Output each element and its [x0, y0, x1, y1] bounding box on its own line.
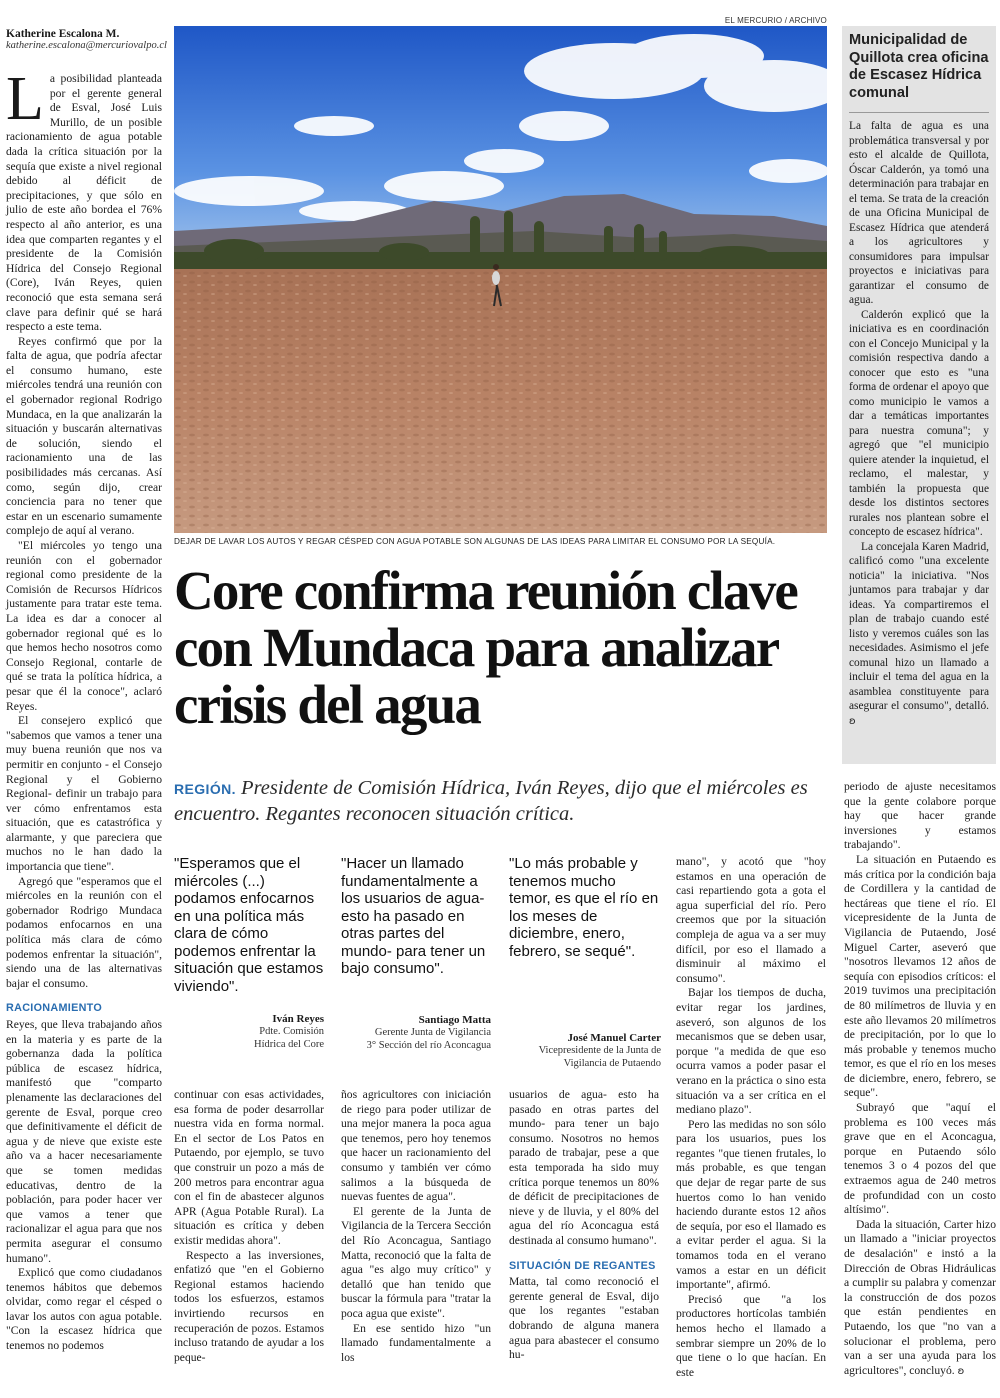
paragraph: El consejero explicó que "sabemos que vamos a tener una muy buena reunión que nos va permitir en conjunto - el Consejo Regional y el Gobierno Regional- definir un trabajo para ver cómo enfrentamos esta situación, que es catastrófica y alarmante, y que pareciera que muchos no le han dado la importancia que tiene".: [6, 714, 162, 874]
article-column-6: [844, 780, 996, 1379]
photo-credit: EL MERCURIO / ARCHIVO: [724, 16, 827, 25]
paragraph: continuar con esas actividades, esa forma de poder desarrollar nuestra vida en forma normal. En el sector de Los Patos en Putaendo, por ejemplo, se tuvo que construir un pozo a más de 200 metros para encontrar agua con el fin de abastecer algunos APR (Agua Potable Rural). La situación es crítica y deben existir medidas ahora".: [174, 1088, 324, 1247]
end-mark-icon: ʚ: [957, 1365, 965, 1377]
paragraph: Calderón explicó que la iniciativa es en coordinación con el Concejo Municipal y la comisión respectiva dando a conocer que esto es "una forma de ordenar el apoyo que como municipio le vamos a dar a temáticas importantes para nuestra comuna"; y agregó que "el municipio quiere atender la inquietud, el reclamo, el malestar, y también la propuesta que desde los distintos sectores rurales nos plantean sobre el concepto de escasez hídrica".: [849, 308, 989, 538]
quote-text: "Hacer un llamado fundamentalmente a los usuarios de agua- esto ha pasado en otras partes del mundo- para tener un bajo consumo".: [341, 855, 486, 977]
paragraph: Reyes, que lleva trabajando años en la materia y es parte de la gobernanza dada la política pública de escasez hídrica, manifestó que "comparto plenamente las declaraciones del gerente de Esval, porque creo que definitivamente el déficit de agua y de nieve que existe este año va a hacer necesariamente que se tomen medidas educativas, dentro de la población, para poder hacer ver que vamos a tener que racionalizar el agua para que nos permita asegurar el consumo humano".: [6, 1018, 162, 1265]
quote-author: José Manuel Carter: [567, 1032, 661, 1044]
sidebar-box: [842, 26, 996, 764]
deck: [174, 776, 834, 827]
article-column-4: [509, 1088, 659, 1363]
paragraph: Respecto a las inversiones, enfatizó que "en el Gobierno Regional estamos haciendo todos los esfuerzos, estamos invirtiendo recursos en recuperación de pozos. Estamos incluso tratando de ayudar a los peque-: [174, 1248, 324, 1364]
paragraph: Agregó que "esperamos que el miércoles en la reunión con el gobernador Rodrigo Mundaca podamos enfocarnos en una política más clara de cómo podemos enfrentar la situación", siendo una de las alternativas bajar el consumo.: [6, 874, 162, 990]
quote-text: "Esperamos que el miércoles (...) podamos enfocarnos en una política más clara de cómo podemos enfrentar la situación que estamos viviendo".: [174, 855, 324, 995]
paragraph: El gerente de la Junta de Vigilancia de la Tercera Sección del Río Aconcagua, Santiago Matta, reconoció que la falta de agua "es algo muy crítico" y detalló que han tenido que buscar la fórmula para "tratar la poca agua que existe".: [341, 1204, 491, 1320]
article-column-1: [6, 65, 162, 1354]
paragraph: Matta, tal como reconoció el gerente general de Esval, dijo que los regantes "estaban dobrando de alguna manera agua para abastecer el consumo hu-: [509, 1275, 659, 1362]
photo-caption: DEJAR DE LAVAR LOS AUTOS Y REGAR CÉSPED CON AGUA POTABLE SON ALGUNAS DE LAS IDEAS PARA LIMITAR EL CONSUMO POR LA SEQUÍA.: [174, 537, 776, 546]
paragraph: Bajar los tiempos de ducha, evitar regar los jardines, aseveró, son algunos de los mecanismos que se deben usar, porque "a medida de que eso ocurra vamos a poder pasar el verano en la práctica o sino esta situación va a ser crítica en el mediano plazo".: [676, 986, 826, 1117]
sidebar-title: Municipalidad de Quillota crea oficina de Escasez Hídrica comunal: [849, 32, 989, 101]
paragraph: Explicó que como ciudadanos tenemos hábitos que debemos olvidar, como regar el césped o lavar los autos con agua potable. "Con la escasez hídrica que tenemos no podemos: [6, 1266, 162, 1353]
paragraph: Dada la situación, Carter hizo un llamado a "iniciar proyectos de desalación" e instó a la Dirección de Obras Hidráulicas a cumplir su palabra y comenzar la construcción de dos pozos que están pendientes en Putaendo, los que "no van a solucionar el problema, pero van a ser una ayuda para los agricultores", concluyó. ʚ: [844, 1217, 996, 1377]
author-name: Katherine Escalona M.: [6, 28, 120, 40]
sidebar-body: [842, 113, 996, 729]
paragraph: La situación en Putaendo es más crítica por la condición baja de Cordillera y la cantidad de hectáreas que tiene el río. El vicepresidente de la Junta de Vigilancia de Putaendo, José Miguel Carter, aseveró que "nosotros llevamos 12 años de sequía con episodios críticos: el 2019 tuvimos una precipitación de 80 milímetros de lluvia y en este año llevamos 20 milímetros de precipitación, por lo que lo más probable y tenemos mucho temor, es que el río en los meses de diciembre, enero, febrero, se seque".: [844, 852, 996, 1100]
paragraph: La falta de agua es una problemática transversal y por esto el alcalde de Quillota, Óscar Calderón, ya tomó una determinación para trabajar en el tema. Se trata de la creación de una Oficina Municipal de Escasez Hídrica que atenderá a los agricultores y consumidores para impulsar proyectos e iniciativas para garantizar el consumo de agua.: [849, 120, 989, 306]
end-mark-icon: ʚ: [849, 715, 856, 727]
region-tag: REGIÓN.: [174, 781, 236, 797]
quote-role: 3° Sección del río Aconcagua: [366, 1039, 491, 1051]
paragraph: Reyes confirmó que por la falta de agua, que podría afectar el consumo humano, este miércoles tendrá una reunión con el gobernador regional Rodrigo Mundaca, en la que analizarán la situación y buscarán alternativas de solución, siendo el racionamiento una de las posibilidades más cercanas. Así como, según dijo, crear conciencia para no tener que estar en un escenario sumamente complejo de aquí al verano.: [6, 334, 162, 538]
article-column-3: [341, 1088, 491, 1365]
deck-text: Presidente de Comisión Hídrica, Iván Reyes, dijo que el miércoles es encuentro. Regantes reconocen situación crítica.: [174, 777, 808, 825]
dropcap: L: [6, 65, 44, 133]
quote-role: Hídrica del Core: [254, 1039, 324, 1050]
paragraph: Pero las medidas no son sólo para los usuarios, pues los regantes "que tienen frutales, lo más probable, es que tengan que dejar de regar parte de sus huertos como lo han venido haciendo durante estos 12 años de sequía, por eso el llamado es a evitar perder el agua. Si la tomamos toda en el verano vamos a estar en un déficit importante", afirmó.: [676, 1117, 826, 1292]
dry-field-illustration: [174, 26, 827, 533]
paragraph: periodo de ajuste necesitamos que la gente colabore porque hay que hacer grande inversiones y estamos trabajando".: [844, 780, 996, 852]
lead-paragraph: La posibilidad planteada por el gerente general de Esval, José Luis Murillo, de un posible racionamiento de agua potable dada la crítica situación por la sequía que existe a nivel regional debido al déficit de precipitaciones, y que sólo en julio de este año bordea el 76% respecto al año anterior, es una idea que comparten regantes y el presidente de la Comisión Hídrica del Consejo Regional (Core), Iván Reyes, quien reconoció que esta semana será clave para definir qué se hará respecto a este tema.: [6, 65, 162, 334]
quote-author: Iván Reyes: [272, 1013, 324, 1025]
article-column-2: [174, 1088, 324, 1365]
paragraph: Precisó que "a los productores hortícolas también hemos hecho el llamado a sembrar siempre un 20% de lo que tiene o lo que hacían. En este: [676, 1292, 826, 1379]
subhead-racionamiento: RACIONAMIENTO: [6, 1002, 103, 1015]
pull-quote-1: [174, 855, 324, 1051]
pull-quote-2: [341, 855, 491, 1052]
quote-text: "Lo más probable y tenemos mucho temor, es que el río en los meses de diciembre, enero, febrero, se sequé".: [509, 855, 659, 960]
quote-role: Vicepresidente de la Junta de: [538, 1045, 661, 1056]
author-email[interactable]: katherine.escalona@mercuriovalpo.cl: [6, 40, 167, 51]
paragraph: "El miércoles yo tengo una reunión con el gobernador regional como presidente de la Comisión de Recursos Hídricos justamente para tratar este tema. La idea es dar a conocer al gobernador regional qué es lo que hemos hecho nosotros como Consejo Regional, contarle de qué se trata la política hídrica, a pesar que él la conoce", aclaró Reyes.: [6, 539, 162, 713]
paragraph: Subrayó que "aquí el problema es 100 veces más grave que en el Aconcagua, porque en Putaendo sólo tenemos 3 o 4 pozos del que extraemos agua de 240 metros de profundidad con un costo altísimo".: [844, 1101, 996, 1217]
byline: [6, 28, 167, 51]
paragraph: ños agricultores con iniciación de riego para poder utilizar de una mejor manera la poca agua que tenemos, pero hoy tenemos que hacer un racionamiento del consumo y también ver cómo salimos a la búsqueda de nuevas fuentes de agua".: [341, 1088, 491, 1204]
paragraph: La concejala Karen Madrid, calificó como "una excelente noticia" la iniciativa. "Nos juntamos para trabajar y dar ideas. Ya compartiremos el plan de trabajo cuando esté listo y veremos cuáles son las necesidades. Asimismo el jefe comunal hizo un llamado a incluir el tema del agua en la asamblea constituyente para asegurar el consumo", detalló. ʚ: [849, 540, 989, 727]
headline: Core confirma reunión clave con Mundaca para analizar crisis del agua: [174, 560, 798, 735]
quote-role: Gerente Junta de Vigilancia: [374, 1026, 491, 1038]
quote-author: Santiago Matta: [418, 1013, 491, 1026]
lead-photo: [174, 26, 827, 533]
pull-quote-3: [509, 855, 661, 1070]
article-column-5: [676, 855, 826, 1380]
quote-role: Pdte. Comisión: [259, 1026, 324, 1037]
subhead-regantes: SITUACIÓN DE REGANTES: [509, 1259, 656, 1272]
paragraph: usuarios de agua- esto ha pasado en otras partes del mundo- para tener un bajo consumo. Nosotros no hemos parado de trabajar, pese a que esta temporada ha sido muy crítica porque tenemos un 80% de déficit de precipitaciones de nieve y de lluvia, y el 80% del agua del río Aconcagua está destinada al consumo humano".: [509, 1088, 659, 1247]
paragraph: En ese sentido hizo "un llamado fundamentalmente a los: [341, 1321, 491, 1364]
paragraph: mano", y acotó que "hoy estamos en una operación de casi repartiendo gota a gota el agua superficial del río. Pero creemos que por la situación compleja de agua va a ser muy difícil, por eso el llamado a disminuir al máximo el consumo".: [676, 855, 826, 985]
quote-role: Vigilancia de Putaendo: [563, 1058, 661, 1069]
